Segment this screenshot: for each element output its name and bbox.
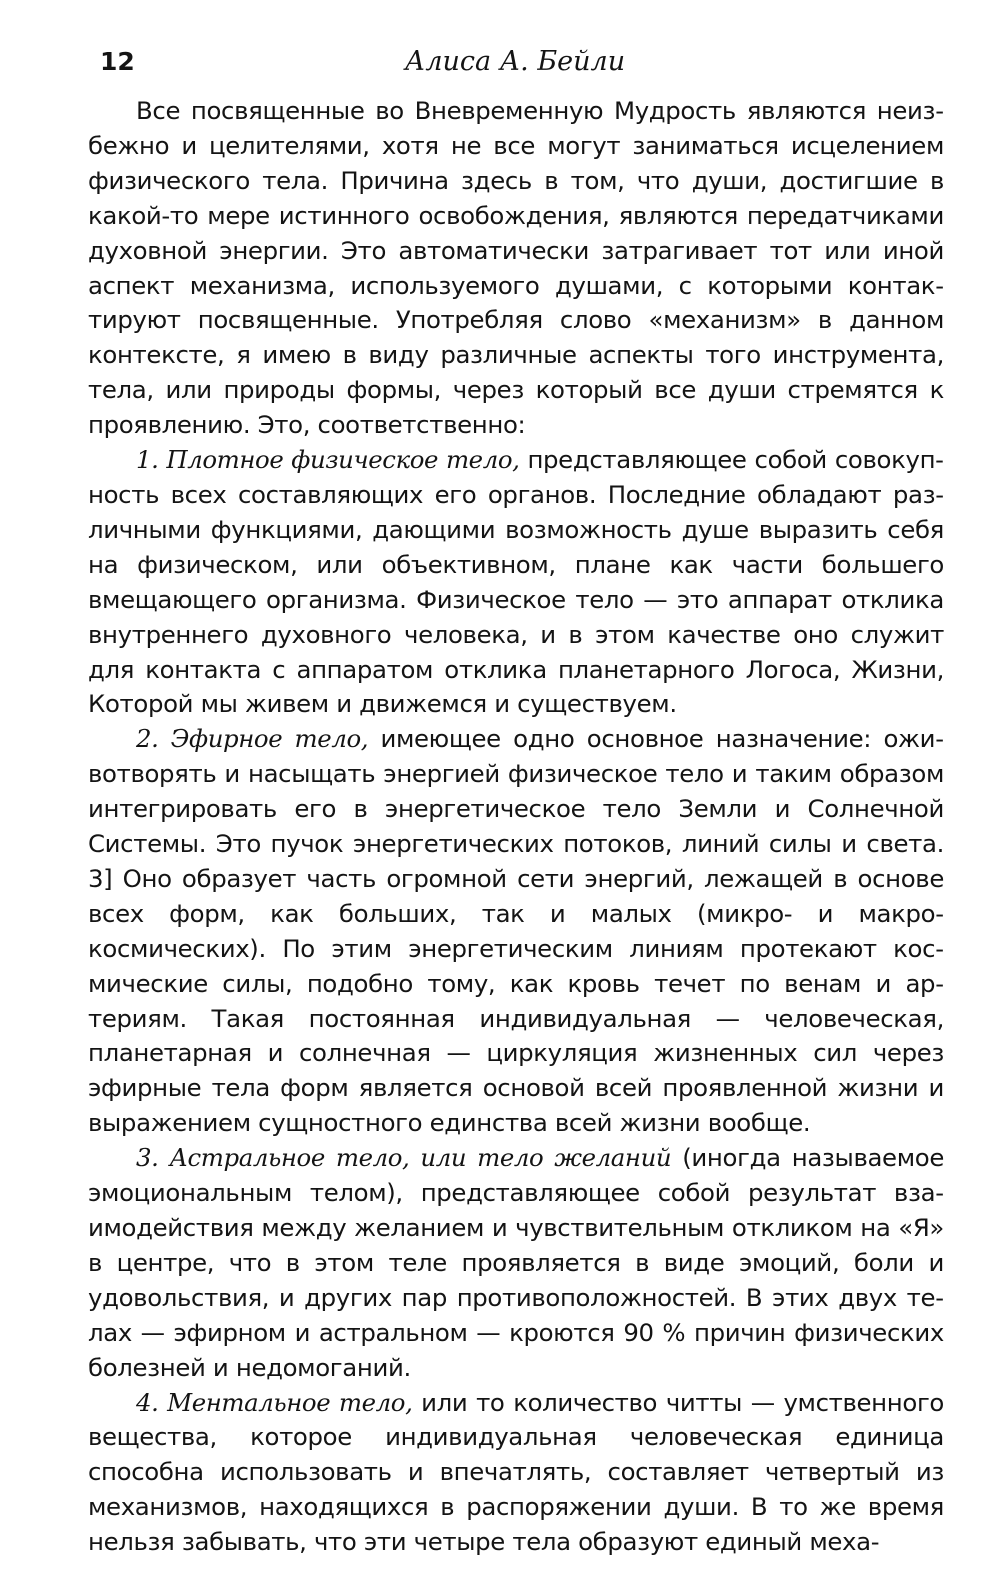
list-item-text: (иногда называемое эмоциональным телом), представляющее собой результат взаимодействия между желанием и чувствительным откликом на «Я» в центре, что в этом теле проявляется в виде эмоций, боли и удовольствия, и других пар противоположностей. В этих двух телах — эфирном и астральном — кроются 90 % причин физических болезней и недомоганий. (88, 1143, 944, 1382)
list-item-title: 1. Плотное физическое тело, (136, 445, 520, 475)
list-item-mental-body (88, 1386, 944, 1561)
list-item-astral-body (88, 1141, 944, 1385)
body-text (88, 94, 944, 1560)
list-item-text: имеющее одно основное назначение: оживотворять и насыщать энергией физическое тело и таким образом интегрировать его в энергетическое тело Земли и Солнечной Системы. Это пучок энергетических потоков, линий силы и света. 3] Оно образует часть огромной сети энергий, лежащей в основе всех форм, как больших, так и малых (микро- и макрокосмических). По этим энергетическим линиям протекают космические силы, подобно тому, как кровь течет по венам и артериям. Такая постоянная индивидуальная — человеческая, планетарная и солнечная — циркуляция жизненных сил через эфирные тела форм является основой всей проявленной жизни и выражением сущностного единства всей жизни вообще. (88, 724, 944, 1138)
page-number: 12 (100, 47, 135, 76)
list-item-physical-body (88, 443, 944, 722)
running-title: Алиса А. Бейли (404, 46, 626, 77)
list-item-text: представляющее собой совокупность всех составляющих его органов. Последние обладают различными функциями, дающими возможность душе выразить себя на физическом, или объективном, плане как части большего вмещающего организма. Физическое тело — это аппарат отклика внутреннего духовного человека, и в этом качестве оно служит для контакта с аппаратом отклика планетарного Логоса, Жизни, Которой мы живем и движемся и существуем. (88, 445, 944, 719)
intro-paragraph: Все посвященные во Вневременную Мудрость являются неизбежно и целителями, хотя не все могут заниматься исцелением физического тела. Причина здесь в том, что души, достигшие в какой-то мере истинного освобождения, являются передатчиками духовной энергии. Это автоматически затрагивает тот или иной аспект механизма, используемого душами, с которыми контактируют посвященные. Употребляя слово «механизм» в данном контексте, я имею в виду различные аспекты того инструмента, тела, или природы формы, через который все души стремятся к проявлению. Это, соответственно: (88, 96, 944, 440)
list-item-title: 2. Эфирное тело, (136, 724, 369, 754)
list-item-etheric-body (88, 722, 944, 1141)
list-item-text: или то количество читты — умственного вещества, которое индивидуальная человеческая единица способна использовать и впечатлять, составляет четвертый из механизмов, находящихся в распоряжении души. В то же время нельзя забывать, что эти четыре тела образуют единый меха- (88, 1387, 944, 1557)
page-header (100, 40, 930, 84)
list-item-title: 3. Астральное тело, или тело желаний (136, 1143, 672, 1173)
list-item-title: 4. Ментальное тело, (136, 1387, 413, 1417)
